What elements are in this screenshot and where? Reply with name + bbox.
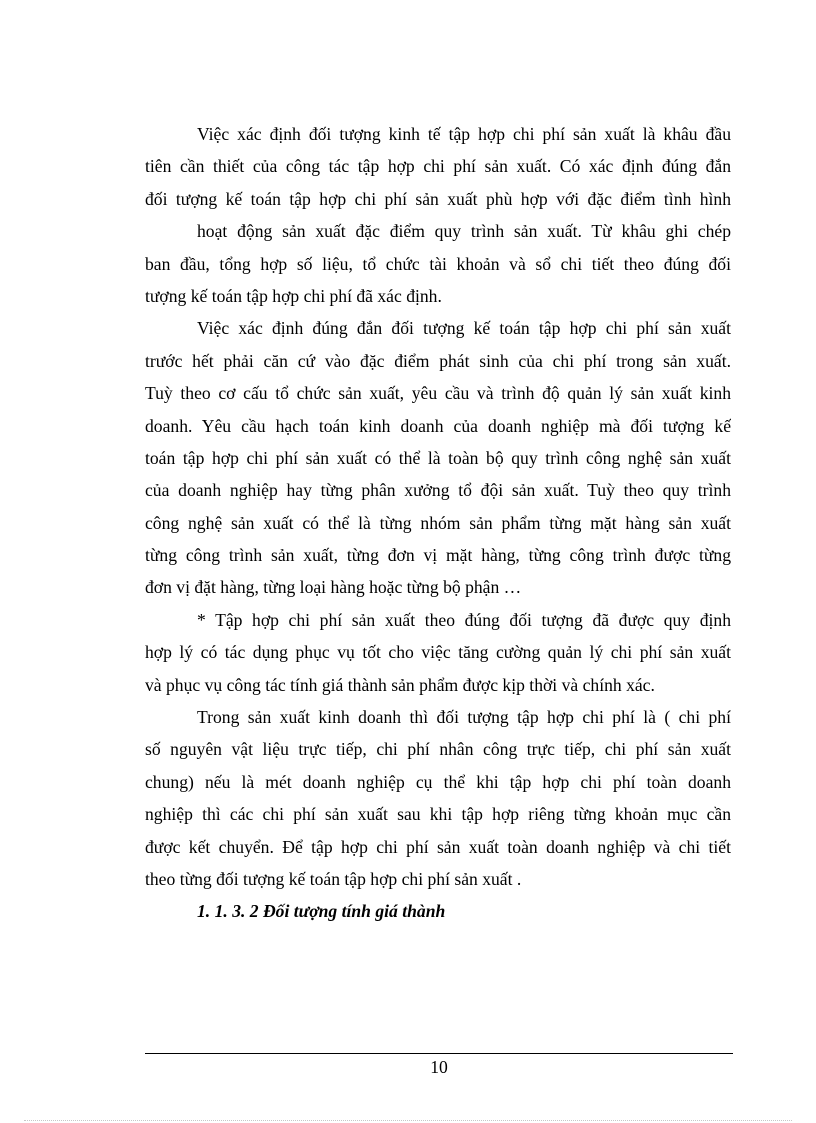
paragraph-line: chung) nếu là mét doanh nghiệp cụ thể khi tập hợp chi phí toàn doanh: [145, 771, 731, 792]
paragraph-line: số nguyên vật liệu trực tiếp, chi phí nhân công trực tiếp, chi phí sản xuất: [145, 739, 731, 760]
paragraph-line: được kết chuyển. Để tập hợp chi phí sản xuất toàn doanh nghiệp và chi tiết: [145, 836, 731, 857]
paragraph-line: theo từng đối tượng kế toán tập hợp chi phí sản xuất .: [145, 868, 522, 889]
paragraph-line: tiên cần thiết của công tác tập hợp chi phí sản xuất. Có xác định đúng đắn: [145, 156, 731, 177]
paragraph-line: từng công trình sản xuất, từng đơn vị mặt hàng, từng công trình được từng: [145, 545, 731, 566]
paragraph-line: hoạt động sản xuất đặc điểm quy trình sản xuất. Từ khâu ghi chép: [197, 221, 731, 242]
paragraph-line: hợp lý có tác dụng phục vụ tốt cho việc tăng cường quản lý chi phí sản xuất: [145, 642, 731, 663]
paragraph-line: toán tập hợp chi phí sản xuất có thể là toàn bộ quy trình công nghệ sản xuất: [145, 447, 731, 468]
paragraph-line: ban đầu, tổng hợp số liệu, tổ chức tài khoản và sổ chi tiết theo đúng đối: [145, 253, 731, 274]
paragraph-line: công nghệ sản xuất có thể là từng nhóm sản phẩm từng mặt hàng sản xuất: [145, 512, 731, 533]
section-heading: 1. 1. 3. 2 Đối tượng tính giá thành: [197, 901, 446, 922]
page-number: 10: [430, 1057, 448, 1077]
paragraph-line: Trong sản xuất kinh doanh thì đối tượng tập hợp chi phí là ( chi phí: [197, 707, 731, 728]
paragraph-line: trước hết phải căn cứ vào đặc điểm phát sinh của chi phí trong sản xuất.: [145, 350, 731, 371]
paragraph-line: Việc xác định đối tượng kinh tế tập hợp chi phí sản xuất là khâu đầu: [197, 124, 731, 144]
paragraph-line: nghiệp thì các chi phí sản xuất sau khi tập hợp riêng từng khoản mục cần: [145, 804, 731, 825]
paragraph-line: tượng kế toán tập hợp chi phí đã xác định.: [145, 285, 442, 306]
paragraph-line: Việc xác định đúng đắn đối tượng kế toán tập hợp chi phí sản xuất: [197, 318, 731, 339]
paragraph-line: và phục vụ công tác tính giá thành sản phẩm được kịp thời và chính xác.: [145, 674, 655, 695]
page-edge-dotted-line: [24, 1120, 792, 1121]
paragraph-line: đơn vị đặt hàng, từng loại hàng hoặc từng bộ phận …: [145, 577, 522, 598]
paragraph-line: của doanh nghiệp hay từng phân xưởng tổ đội sản xuất. Tuỳ theo quy trình: [145, 480, 731, 501]
paragraph-line: doanh. Yêu cầu hạch toán kinh doanh của doanh nghiệp mà đối tượng kế: [145, 415, 731, 436]
paragraph-line: Tuỳ theo cơ cấu tổ chức sản xuất, yêu cầu và trình độ quản lý sản xuất kinh: [145, 383, 731, 404]
paragraph-line: đối tượng kế toán tập hợp chi phí sản xuất phù hợp với đặc điểm tình hình: [145, 188, 731, 209]
paragraph-line: * Tập hợp chi phí sản xuất theo đúng đối tượng đã được quy định: [197, 609, 731, 630]
footer-divider: [145, 1053, 733, 1054]
body-text: [145, 118, 731, 928]
